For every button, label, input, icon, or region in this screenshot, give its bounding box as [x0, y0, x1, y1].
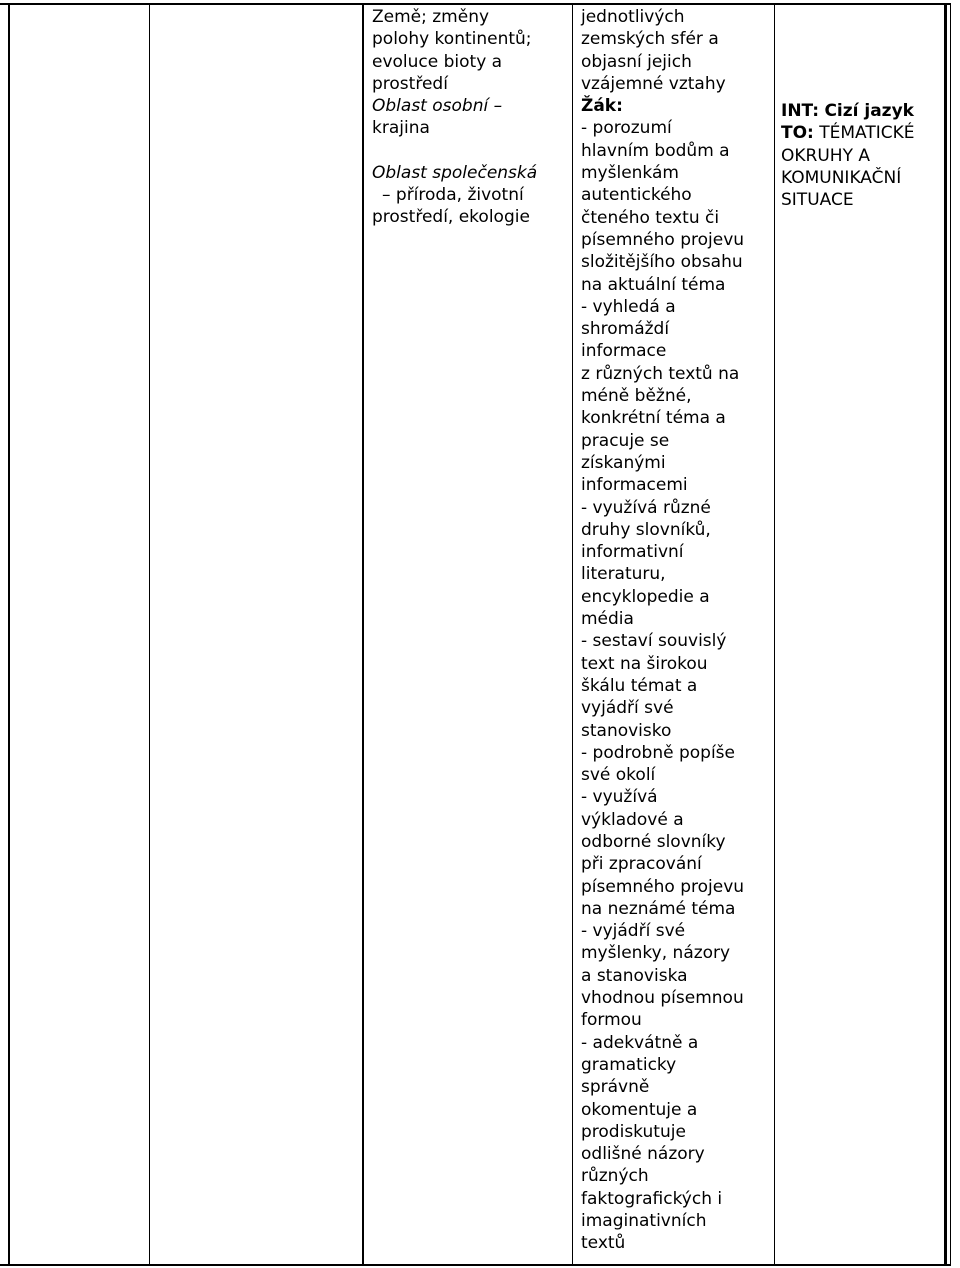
- int-line: [781, 100, 941, 122]
- outcome-line: méně běžné,: [581, 386, 692, 407]
- outcome-line: složitějšího obsahu: [581, 252, 743, 273]
- outcome-line: různých: [581, 1166, 649, 1187]
- outcome-line: při zpracování: [581, 854, 702, 875]
- outcome-line: vhodnou písemnou: [581, 988, 744, 1009]
- outcome-line: - využívá různé: [581, 497, 711, 518]
- outcome-line: pracuje se: [581, 430, 670, 451]
- outcome-line: získanými: [581, 452, 666, 473]
- table-border-right: [944, 4, 947, 1266]
- to-value: TÉMATICKÉ: [819, 123, 915, 144]
- int-value: Cizí jazyk: [824, 101, 914, 121]
- outcome-line: a stanoviska: [581, 965, 688, 986]
- outcome-line: literaturu,: [581, 564, 666, 585]
- outcome-line: okomentuje a: [581, 1099, 698, 1120]
- outcome-line: informativní: [581, 542, 684, 563]
- outcome-line: - porozumí: [581, 118, 672, 139]
- outcome-line: písemného projevu: [581, 229, 745, 250]
- column-divider: [572, 4, 573, 1266]
- to-line: [781, 122, 941, 144]
- topic-line: prostředí, ekologie: [372, 207, 530, 228]
- to-line: OKRUHY A: [781, 145, 870, 166]
- outcome-line: informacemi: [581, 475, 688, 496]
- outcome-line: odborné slovníky: [581, 831, 726, 852]
- integration-cell: [781, 100, 941, 211]
- to-label: TO:: [781, 123, 814, 144]
- table-border-left: [8, 4, 10, 1266]
- to-line: SITUACE: [781, 190, 854, 211]
- outcomes-cell: [581, 6, 771, 1255]
- spacer: [372, 140, 564, 162]
- outcome-line: na aktuální téma: [581, 274, 726, 295]
- column-divider: [774, 4, 775, 1266]
- outcome-line: vyjádří své: [581, 698, 674, 719]
- outcome-line: gramaticky: [581, 1054, 677, 1075]
- topic-line: prostředí: [372, 73, 448, 94]
- outcome-line: prodiskutuje: [581, 1121, 686, 1142]
- outcome-line: z různých textů na: [581, 363, 740, 384]
- outcome-line: - vyjádří své: [581, 921, 686, 942]
- outcome-line: informace: [581, 341, 667, 362]
- topic-line: evoluce bioty a: [372, 51, 503, 72]
- topic-line: Země; změny: [372, 7, 490, 27]
- topic-line: polohy kontinentů;: [372, 29, 532, 50]
- outcome-line: konkrétní téma a: [581, 408, 726, 429]
- outcome-line: shromáždí: [581, 319, 670, 340]
- outcome-line: - adekvátně a: [581, 1032, 699, 1053]
- outcome-line: textů: [581, 1233, 626, 1254]
- table-border-right-outer: [950, 4, 951, 1266]
- outcome-line: text na širokou: [581, 653, 708, 674]
- outcome-line: své okolí: [581, 765, 656, 786]
- outcome-line: - sestaví souvislý: [581, 631, 727, 652]
- topic-line: – příroda, životní: [382, 185, 524, 206]
- to-line: KOMUNIKAČNÍ: [781, 167, 902, 188]
- outcome-intro-line: objasní jejich: [581, 51, 692, 72]
- table-border-bottom: [0, 1264, 951, 1266]
- outcome-line: myšlenky, názory: [581, 943, 731, 964]
- column-divider: [149, 4, 150, 1266]
- int-label: INT:: [781, 101, 820, 121]
- outcome-line: - podrobně popíše: [581, 742, 735, 763]
- outcome-line: faktografických i: [581, 1188, 723, 1209]
- outcome-intro-line: jednotlivých: [581, 7, 685, 27]
- outcome-line: autentického: [581, 185, 692, 206]
- oblast-osobni: Oblast osobní –: [372, 96, 503, 117]
- outcome-line: na neznámé téma: [581, 898, 736, 919]
- outcome-line: stanovisko: [581, 720, 672, 741]
- outcome-line: - vyhledá a: [581, 296, 676, 317]
- topic-krajina: krajina: [372, 118, 430, 139]
- outcome-line: odlišné názory: [581, 1144, 705, 1165]
- outcome-line: média: [581, 609, 634, 630]
- column-divider: [362, 4, 364, 1266]
- outcomes-heading: Žák:: [581, 96, 623, 117]
- oblast-spolecenska: Oblast společenská: [372, 162, 538, 183]
- outcome-line: výkladové a: [581, 809, 684, 830]
- outcome-line: hlavním bodům a: [581, 140, 730, 161]
- outcome-line: škálu témat a: [581, 675, 698, 696]
- outcome-line: formou: [581, 1010, 642, 1031]
- outcome-line: čteného textu či: [581, 207, 720, 228]
- outcome-intro-line: zemských sfér a: [581, 29, 719, 50]
- outcome-line: encyklopedie a: [581, 586, 710, 607]
- outcome-line: myšlenkám: [581, 163, 679, 184]
- table-border-top: [0, 3, 951, 5]
- outcome-line: druhy slovníků,: [581, 519, 711, 540]
- outcome-line: písemného projevu: [581, 876, 745, 897]
- outcome-line: imaginativních: [581, 1211, 707, 1232]
- outcome-line: správně: [581, 1077, 650, 1098]
- outcome-intro-line: vzájemné vztahy: [581, 73, 726, 94]
- outcome-line: - využívá: [581, 787, 658, 808]
- topic-cell: [372, 6, 564, 229]
